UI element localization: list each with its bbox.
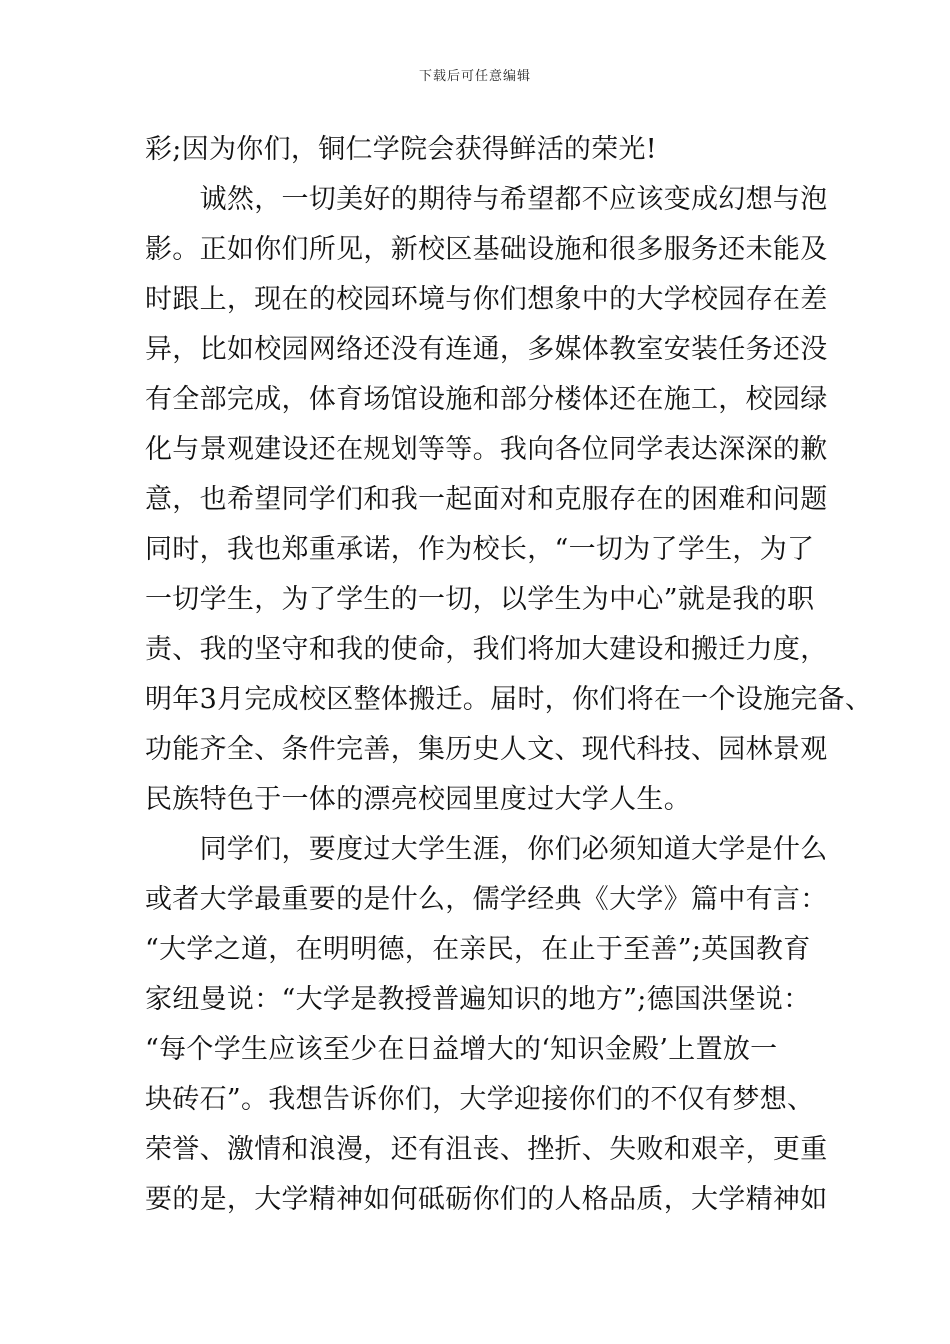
text-line: 异，比如校园网络还没有连通，多媒体教室安装任务还没 xyxy=(145,334,828,365)
text-line: 同学们，要度过大学生涯，你们必须知道大学是什么 xyxy=(145,834,828,865)
text-line: 要的是，大学精神如何砥砺你们的人格品质，大学精神如 xyxy=(145,1184,828,1215)
text-line: 块砖石”。我想告诉你们，大学迎接你们的不仅有梦想、 xyxy=(145,1084,815,1115)
text-line: 荣誉、激情和浪漫，还有沮丧、挫折、失败和艰辛，更重 xyxy=(145,1134,828,1165)
text-line: 化与景观建设还在规划等等。我向各位同学表达深深的歉 xyxy=(145,434,828,465)
text-line: 时跟上，现在的校园环境与你们想象中的大学校园存在差 xyxy=(145,284,828,315)
text-line: 影。正如你们所见，新校区基础设施和很多服务还未能及 xyxy=(145,234,828,265)
page-header: 下载后可任意编辑 xyxy=(418,69,531,84)
text-line: 功能齐全、条件完善，集历史人文、现代科技、园林景观 xyxy=(145,734,828,765)
text-line: 意，也希望同学们和我一起面对和克服存在的困难和问题 xyxy=(145,484,828,515)
text-line: 家纽曼说：“大学是教授普遍知识的地方”;德国洪堡说： xyxy=(145,984,811,1015)
text-line: “每个学生应该至少在日益增大的‘知识金殿’上置放一 xyxy=(145,1034,778,1065)
text-line: 彩;因为你们，铜仁学院会获得鲜活的荣光! xyxy=(145,134,657,165)
text-line: 诚然，一切美好的期待与希望都不应该变成幻想与泡 xyxy=(145,184,828,215)
text-line: 责、我的坚守和我的使命，我们将加大建设和搬迁力度， xyxy=(145,634,828,665)
text-line: 一切学生，为了学生的一切，以学生为中心”就是我的职 xyxy=(145,584,815,615)
text-line: 民族特色于一体的漂亮校园里度过大学人生。 xyxy=(145,784,691,815)
text-line: “大学之道，在明明德，在亲民，在止于至善”;英国教育 xyxy=(145,934,811,965)
text-line: 同时，我也郑重承诺，作为校长，“一切为了学生，为了 xyxy=(145,534,815,565)
text-line: 明年3月完成校区整体搬迁。届时，你们将在一个设施完备、 xyxy=(145,684,873,715)
text-line: 或者大学最重要的是什么，儒学经典《大学》篇中有言： xyxy=(145,884,828,915)
text-line: 有全部完成，体育场馆设施和部分楼体还在施工，校园绿 xyxy=(145,384,828,415)
